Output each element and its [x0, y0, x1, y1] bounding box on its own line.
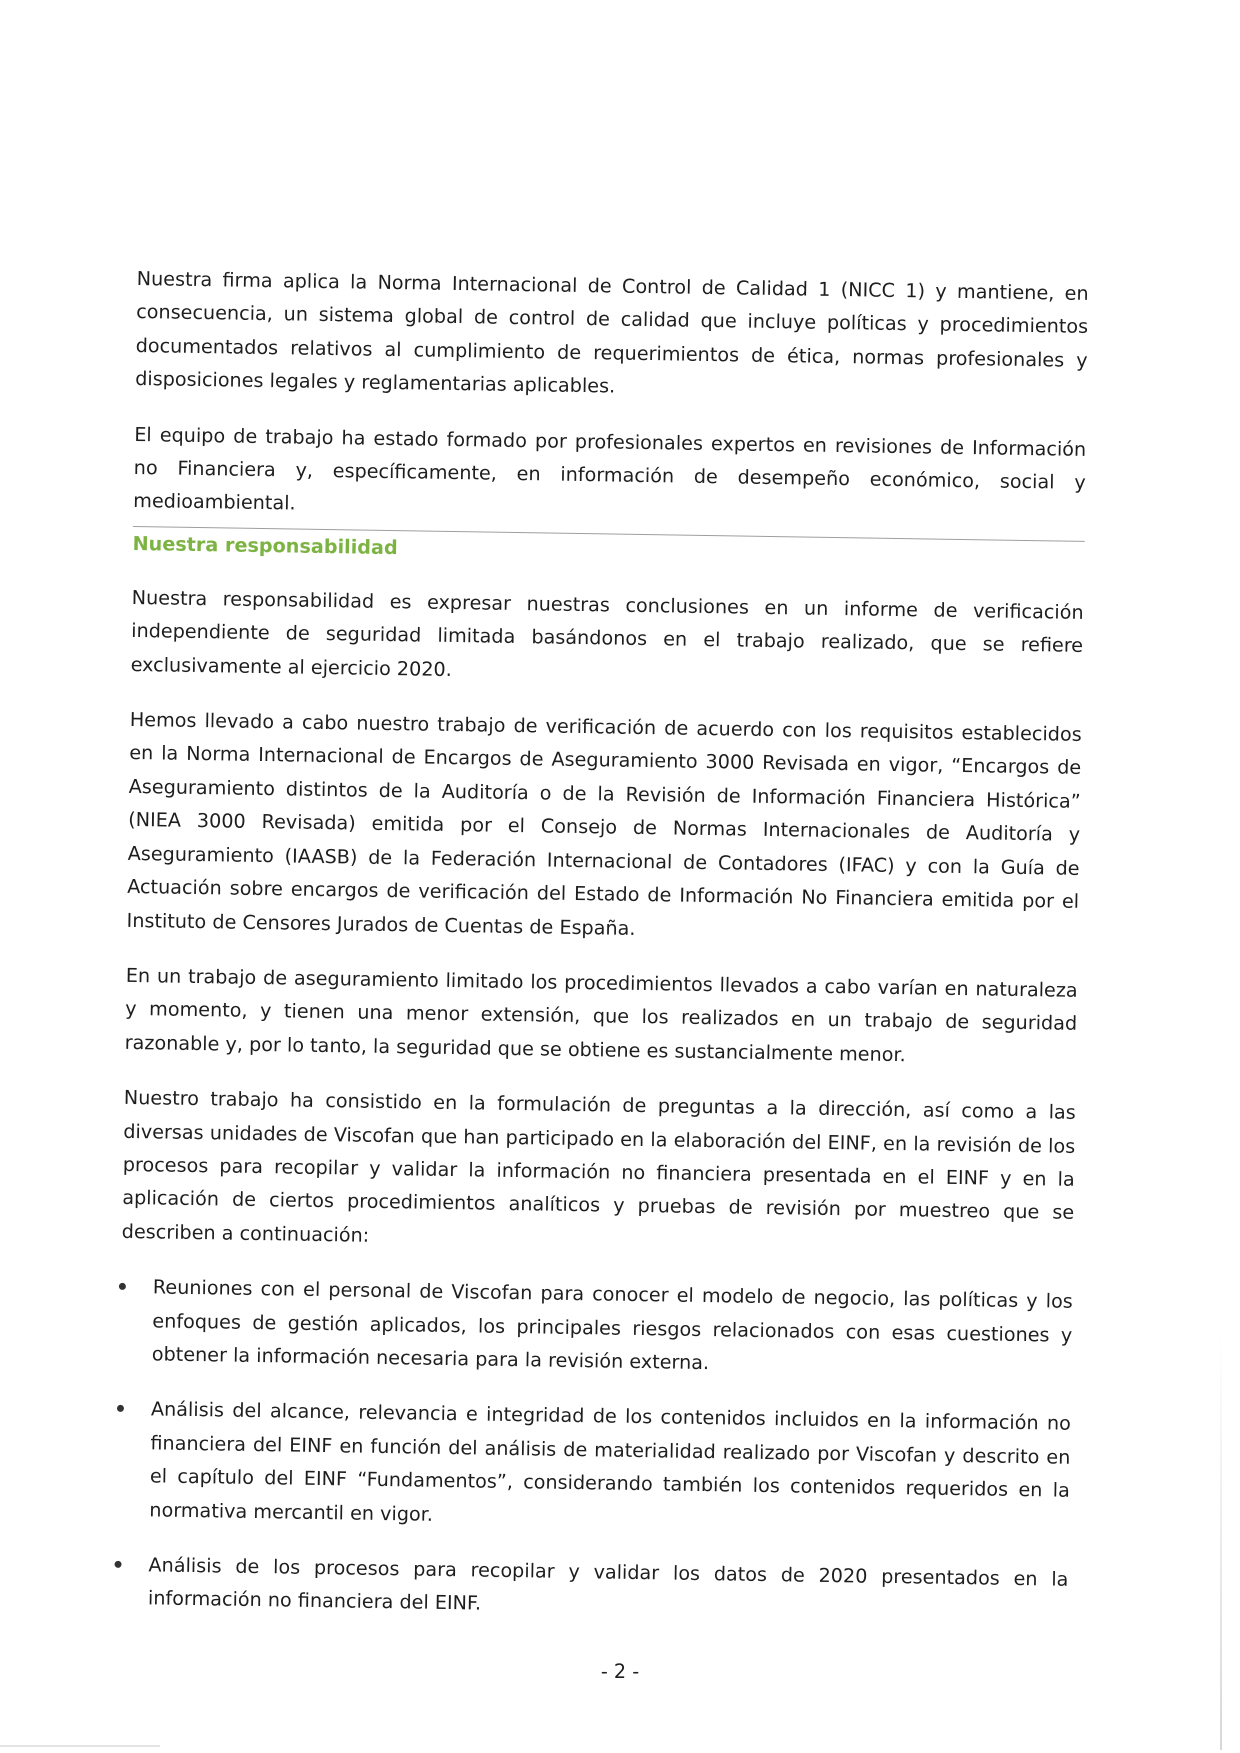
- scan-edge: [0, 1745, 160, 1747]
- paragraph-team: El equipo de trabajo ha estado formado por profesionales expertos en revisiones de Información no Financiera y, específicamente, en información de desempeño económico, social y medioambiental.: [133, 422, 1087, 515]
- bullet-icon: [114, 1561, 121, 1568]
- list-item-text: Análisis de los procesos para recopilar y validar los datos de 2020 presentados en la información no financiera del EINF.: [147, 1553, 1069, 1615]
- paragraph-procedures: Nuestro trabajo ha consistido en la formulación de preguntas a la dirección, así como a las diversas unidades de Viscofan que han participado en la elaboración del EINF, en la revisión de los procesos para recopilar y validar la información no financiera presentada en el EINF y en la aplicación de ciertos procedimientos analíticos y pruebas de revisión por muestreo que se describen a continuación:: [121, 1086, 1076, 1247]
- list-item-text: Análisis del alcance, relevancia e integridad de los contenidos incluidos en la información no financiera del EINF en función del análisis de materialidad realizado por Viscofan y descrito en el capítulo del EINF “Fundamentos”, considerando también los contenidos requeridos en la normativa mercantil en vigor.: [149, 1397, 1072, 1526]
- paragraph-limited-assurance: En un trabajo de aseguramiento limitado los procedimientos llevados a cabo varían en naturaleza y momento, y tienen una menor extensión, que los realizados en un trabajo de seguridad razonable y, por lo tanto, la seguridad que se obtiene es sustancialmente menor.: [124, 963, 1078, 1066]
- list-item: [120, 1270, 1073, 1385]
- bullet-icon: [119, 1283, 126, 1290]
- list-item: [117, 1392, 1071, 1541]
- list-item-text: Reuniones con el personal de Viscofan para conocer el modelo de negocio, las políticas y los enfoques de gestión aplicados, los principales riesgos relacionados con esas cuestiones y obtener la información necesaria para la revisión externa.: [151, 1275, 1073, 1375]
- scan-edge: [1220, 1330, 1222, 1750]
- list-item: [116, 1548, 1069, 1630]
- paragraph-standards: Hemos llevado a cabo nuestro trabajo de verificación de acuerdo con los requisitos establecidos en la Norma Internacional de Encargos de Aseguramiento 3000 Revisada en vigor, “Encargos de Aseguramiento distintos de la Auditoría o de la Revisión de Información Financiera Histórica” (NIEA 3000 Revisada) emitida por el Consejo de Normas Internacionales de Auditoría y Aseguramiento (IAASB) de la Federación Internacional de Contadores (IFAC) y con la Guía de Actuación sobre encargos de verificación del Estado de Información No Financiera emitida por el Instituto de Censores Jurados de Cuentas de España.: [126, 708, 1082, 940]
- bullet-icon: [117, 1405, 124, 1412]
- paragraph-quality-control: Nuestra firma aplica la Norma Internacional de Control de Calidad 1 (NICC 1) y mantiene, en consecuencia, un sistema global de control de calidad que incluye políticas y procedimientos documentados relativos al cumplimiento de requerimientos de ética, normas profesionales y disposiciones legales y reglamentarias aplicables.: [134, 266, 1089, 398]
- procedures-list: [116, 1270, 1073, 1630]
- section-heading: Nuestra responsabilidad: [132, 531, 398, 559]
- page-content: [115, 262, 1088, 1652]
- page-number: - 2 -: [600, 1660, 640, 1683]
- paragraph-responsibility: Nuestra responsabilidad es expresar nuestras conclusiones en un informe de verificación independiente de seguridad limitada basándonos en el trabajo realizado, que se refiere exclusivamente al ejercicio 2020.: [130, 585, 1084, 681]
